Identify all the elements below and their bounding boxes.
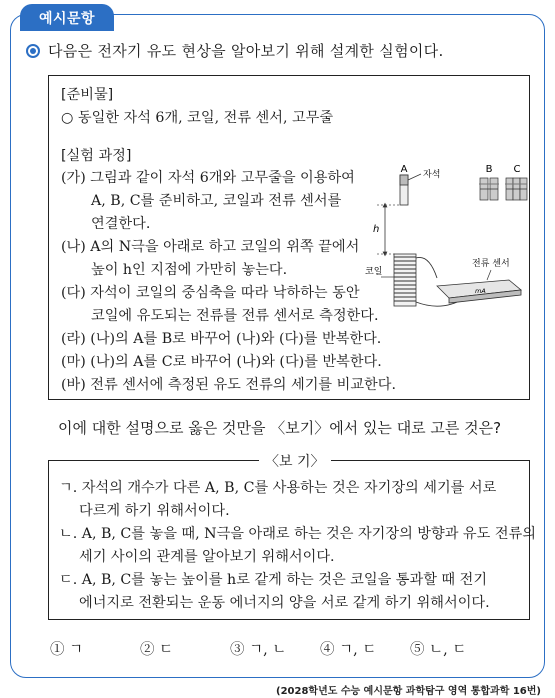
figure-label-b: B — [485, 164, 493, 175]
sensor-unit: mA — [475, 287, 486, 295]
procedure-line: (가) 그림과 같이 자석 6개와 고무줄을 이용하여 — [61, 170, 355, 186]
choice-3[interactable]: ③ ㄱ, ㄴ — [230, 642, 287, 658]
bogi-line: 다르게 하기 위해서이다. — [79, 503, 230, 519]
choice-5[interactable]: ⑤ ㄴ, ㄷ — [410, 642, 467, 658]
figure-label-magnet: 자석 — [423, 170, 441, 180]
procedure-line: (나) A의 N극을 아래로 하고 코일의 위쪽 끝에서 — [61, 239, 360, 255]
materials-title: [준비물] — [61, 87, 114, 103]
magnet-c-icon — [505, 178, 527, 200]
question-bullet-icon — [26, 44, 40, 58]
figure-label-h: h — [373, 224, 380, 235]
bogi-line: ㄴ. A, B, C를 놓을 때, N극을 아래로 하는 것은 자기장의 방향과 유도 전류의 — [59, 526, 536, 542]
bogi-line: 에너지로 전환되는 운동 에너지의 양을 서로 같게 하기 위해서이다. — [79, 595, 490, 611]
choice-2[interactable]: ② ㄷ — [140, 642, 174, 658]
example-question-tab: 예시문항 — [20, 4, 114, 31]
bogi-line: ㄷ. A, B, C를 놓는 높이를 h로 같게 하는 것은 코일을 통과할 때 전기 — [59, 572, 488, 588]
procedure-title: [실험 과정] — [61, 148, 132, 164]
procedure-line: 연결한다. — [91, 216, 151, 232]
procedure-line: 높이 h인 지점에 가만히 놓는다. — [91, 262, 288, 278]
procedure-line: A, B, C를 준비하고, 코일과 전류 센서를 — [91, 193, 342, 209]
bogi-box — [48, 454, 536, 620]
source-footer: (2028학년도 수능 예시문항 과학탐구 영역 통합과학 16번) — [276, 686, 541, 697]
figure-label-sensor: 전류 센서 — [472, 259, 510, 269]
bogi-line: ㄱ. 자석의 개수가 다른 A, B, C를 사용하는 것은 자기장의 세기를 서로 — [59, 480, 497, 496]
choice-4[interactable]: ④ ㄱ, ㄷ — [320, 642, 377, 658]
figure-label-a: A — [400, 164, 408, 175]
procedure-line: (바) 전류 센서에 측정된 유도 전류의 세기를 비교한다. — [61, 377, 396, 393]
figure-label-c: C — [513, 164, 521, 175]
coil-icon — [394, 254, 416, 306]
bogi-title: 〈보 기〉 — [259, 451, 331, 471]
magnet-b-icon — [479, 178, 499, 200]
bogi-line: 세기 사이의 관계를 알아보기 위해서이다. — [79, 549, 335, 565]
procedure-line: (라) (나)의 A를 B로 바꾸어 (나)와 (다)를 반복한다. — [61, 331, 382, 347]
procedure-line: (다) 자석이 코일의 중심축을 따라 낙하하는 동안 — [61, 285, 360, 301]
current-sensor-icon — [437, 280, 521, 303]
question-prompt: 이에 대한 설명으로 옳은 것만을 〈보기〉에서 있는 대로 고른 것은? — [58, 419, 502, 437]
experiment-figure — [367, 162, 527, 312]
choice-1[interactable]: ① ㄱ — [50, 642, 84, 658]
experiment-box — [48, 75, 530, 400]
procedure-line: 코일에 유도되는 전류를 전류 센서로 측정한다. — [91, 308, 379, 324]
procedure-line: (마) (나)의 A를 C로 바꾸어 (나)와 (다)를 반복한다. — [61, 354, 382, 370]
question-stem: 다음은 전자기 유도 현상을 알아보기 위해 설계한 실험이다. — [48, 42, 444, 60]
figure-label-coil: 코일 — [365, 267, 383, 277]
materials-line: ○ 동일한 자석 6개, 코일, 전류 센서, 고무줄 — [61, 110, 334, 126]
